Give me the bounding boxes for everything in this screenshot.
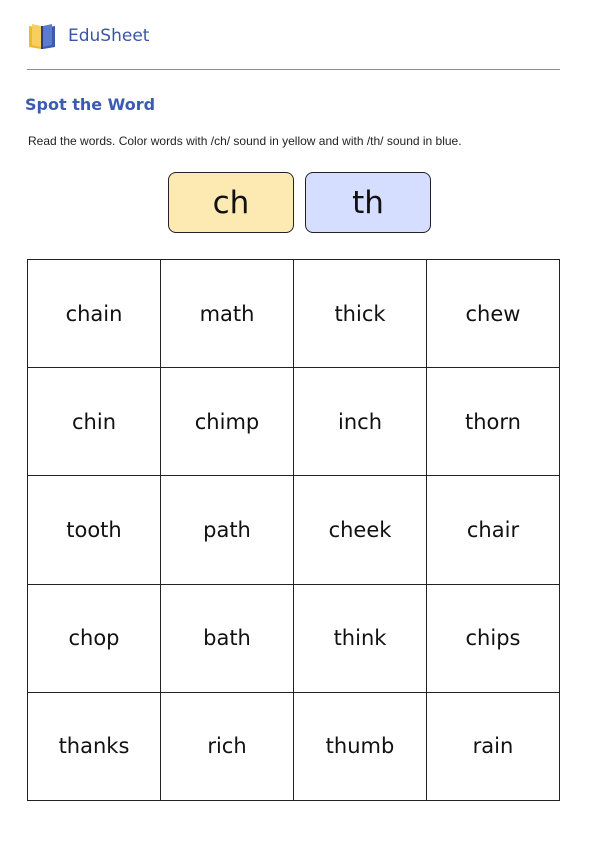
word-cell[interactable]: chips — [427, 584, 560, 692]
word-cell[interactable]: rain — [427, 692, 560, 800]
worksheet-instructions: Read the words. Color words with /ch/ sound in yellow and with /th/ sound in blue. — [28, 134, 462, 148]
key-th-box: th — [305, 172, 431, 233]
word-cell[interactable]: thumb — [294, 692, 427, 800]
word-cell[interactable]: chimp — [161, 368, 294, 476]
word-cell[interactable]: thick — [294, 260, 427, 368]
word-cell[interactable]: math — [161, 260, 294, 368]
word-cell[interactable]: tooth — [28, 476, 161, 584]
word-cell[interactable]: inch — [294, 368, 427, 476]
brand-name: EduSheet — [68, 26, 150, 46]
word-cell[interactable]: chew — [427, 260, 560, 368]
word-grid-row — [28, 692, 560, 800]
key-ch-box: ch — [168, 172, 294, 233]
word-grid-row — [28, 260, 560, 368]
word-grid-row — [28, 368, 560, 476]
word-cell[interactable]: think — [294, 584, 427, 692]
word-cell[interactable]: path — [161, 476, 294, 584]
word-cell[interactable]: chin — [28, 368, 161, 476]
open-book-icon — [26, 20, 58, 52]
word-cell[interactable]: bath — [161, 584, 294, 692]
word-cell[interactable]: chop — [28, 584, 161, 692]
word-grid-row — [28, 584, 560, 692]
word-grid — [27, 259, 560, 801]
word-cell[interactable]: cheek — [294, 476, 427, 584]
word-cell[interactable]: chair — [427, 476, 560, 584]
word-cell[interactable]: rich — [161, 692, 294, 800]
worksheet-title: Spot the Word — [25, 95, 156, 114]
word-cell[interactable]: thorn — [427, 368, 560, 476]
header-divider — [27, 69, 560, 70]
word-grid-row — [28, 476, 560, 584]
brand-header — [26, 20, 149, 52]
word-cell[interactable]: chain — [28, 260, 161, 368]
word-cell[interactable]: thanks — [28, 692, 161, 800]
